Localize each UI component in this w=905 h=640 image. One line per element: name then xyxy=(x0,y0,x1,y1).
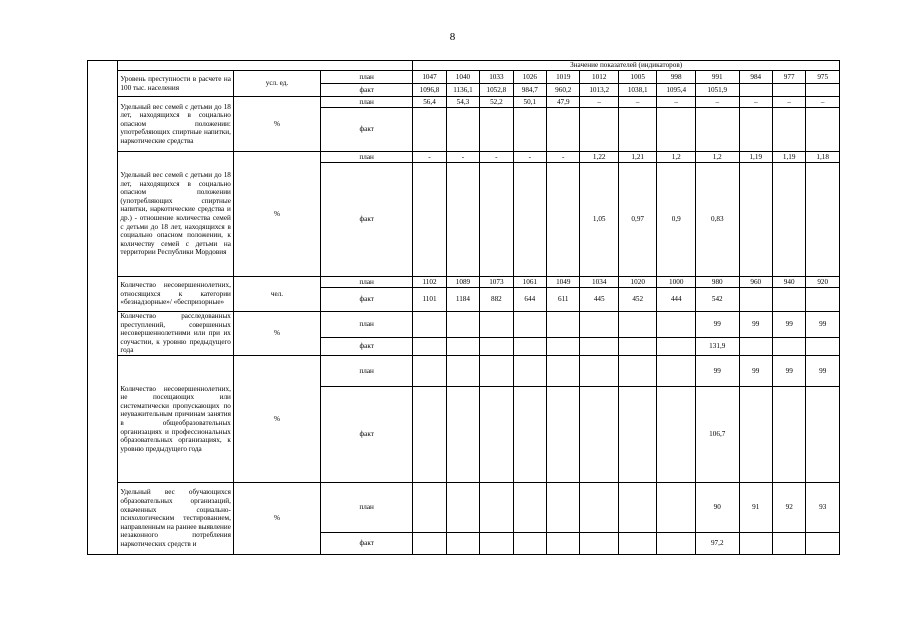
value-cell: 991 xyxy=(695,71,739,84)
value-cell xyxy=(580,108,619,152)
value-cell: 1102 xyxy=(413,277,446,288)
value-cell: 977 xyxy=(772,71,805,84)
value-cell: 54,3 xyxy=(446,97,479,108)
value-cell: 106,7 xyxy=(695,386,739,482)
value-cell: 1026 xyxy=(513,71,546,84)
table-header-row xyxy=(88,61,840,71)
value-cell: 940 xyxy=(772,277,805,288)
indicator-name: Количество несовершеннолетних, не посещающих или систематически пропускающих по неуважительным причинам занятия в общеобразовательных организациях и профессиональных образовательных организациях, к уровню предыдущего года xyxy=(118,355,234,482)
value-cell xyxy=(513,163,546,277)
value-cell xyxy=(480,482,513,532)
value-cell xyxy=(480,338,513,356)
plan-fact-label: план xyxy=(321,71,413,84)
value-cell xyxy=(772,84,805,97)
value-cell: 47,9 xyxy=(547,97,580,108)
value-cell xyxy=(772,288,805,312)
value-cell: 1,18 xyxy=(806,152,840,163)
unit-cell: % xyxy=(233,355,320,482)
indicators-table xyxy=(87,60,840,555)
plan-fact-label: факт xyxy=(321,288,413,312)
value-cell xyxy=(580,355,619,386)
value-cell: 1049 xyxy=(547,277,580,288)
value-cell: 50,1 xyxy=(513,97,546,108)
value-cell xyxy=(446,163,479,277)
value-cell xyxy=(547,108,580,152)
value-cell xyxy=(480,532,513,554)
value-cell: 644 xyxy=(513,288,546,312)
value-cell xyxy=(580,386,619,482)
value-cell: 97,2 xyxy=(695,532,739,554)
value-cell: 52,2 xyxy=(480,97,513,108)
value-cell xyxy=(806,288,840,312)
value-cell xyxy=(657,532,696,554)
value-cell xyxy=(657,312,696,338)
value-cell xyxy=(446,532,479,554)
value-cell xyxy=(618,108,657,152)
plan-fact-label: план xyxy=(321,97,413,108)
plan-fact-label: факт xyxy=(321,84,413,97)
plan-fact-label: факт xyxy=(321,386,413,482)
value-cell: - xyxy=(513,152,546,163)
value-cell: 445 xyxy=(580,288,619,312)
value-cell xyxy=(580,338,619,356)
value-cell: 1,19 xyxy=(772,152,805,163)
unit-cell: чел. xyxy=(233,277,320,312)
value-cell xyxy=(657,108,696,152)
table-row xyxy=(88,277,840,288)
value-cell: 1061 xyxy=(513,277,546,288)
value-cell: 1047 xyxy=(413,71,446,84)
value-cell: 1096,8 xyxy=(413,84,446,97)
value-cell: 1089 xyxy=(446,277,479,288)
indicator-name: Уровень преступности в расчете на 100 тыс. населения xyxy=(118,71,234,97)
value-cell xyxy=(446,108,479,152)
table-row xyxy=(88,71,840,84)
value-cell xyxy=(618,482,657,532)
value-cell xyxy=(618,355,657,386)
value-cell: 1019 xyxy=(547,71,580,84)
value-cell: 56,4 xyxy=(413,97,446,108)
indicator-name: Удельный вес обучающихся образовательных организаций, охваченных социально-психологическим тестированием, направленным на раннее выявление незаконного потребления наркотических средств и xyxy=(118,482,234,554)
unit-cell: % xyxy=(233,152,320,277)
value-cell: 1013,2 xyxy=(580,84,619,97)
value-cell xyxy=(513,532,546,554)
value-cell xyxy=(480,108,513,152)
value-cell: 611 xyxy=(547,288,580,312)
value-cell: 1095,4 xyxy=(657,84,696,97)
unit-cell: % xyxy=(233,482,320,554)
value-cell: – xyxy=(695,97,739,108)
value-cell: 1101 xyxy=(413,288,446,312)
value-cell: 99 xyxy=(806,355,840,386)
plan-fact-label: факт xyxy=(321,338,413,356)
value-cell xyxy=(513,108,546,152)
blank-cell xyxy=(88,61,118,555)
table-row xyxy=(88,482,840,532)
value-cell xyxy=(413,386,446,482)
value-cell: 0,9 xyxy=(657,163,696,277)
value-cell: - xyxy=(480,152,513,163)
value-cell: 1052,8 xyxy=(480,84,513,97)
value-cell: 90 xyxy=(695,482,739,532)
value-cell xyxy=(772,108,805,152)
value-cell xyxy=(580,532,619,554)
value-cell: 1040 xyxy=(446,71,479,84)
value-cell xyxy=(480,163,513,277)
value-cell: – xyxy=(618,97,657,108)
value-cell: – xyxy=(739,97,772,108)
value-cell: - xyxy=(446,152,479,163)
value-cell: – xyxy=(772,97,805,108)
value-cell: 99 xyxy=(695,312,739,338)
value-cell xyxy=(772,386,805,482)
unit-cell: усл. ед. xyxy=(233,71,320,97)
value-cell xyxy=(413,532,446,554)
value-cell xyxy=(739,532,772,554)
indicator-name: Удельный вес семей с детьми до 18 лет, находящихся в социально опасном положении (употребляющих спиртные напитки, наркотические средства и др.) - отношение количества семей с детьми до 18 лет, находящихся в социально опасном положении, к количеству семей с детьми на территории Республики Мордовия xyxy=(118,152,234,277)
value-cell xyxy=(446,312,479,338)
value-cell: 1073 xyxy=(480,277,513,288)
value-cell: – xyxy=(580,97,619,108)
value-cell: - xyxy=(547,152,580,163)
value-cell xyxy=(657,386,696,482)
value-cell: 99 xyxy=(739,355,772,386)
value-cell xyxy=(806,163,840,277)
value-cell: 0,83 xyxy=(695,163,739,277)
value-cell xyxy=(513,312,546,338)
value-cell xyxy=(618,532,657,554)
plan-fact-label: план xyxy=(321,355,413,386)
table-row xyxy=(88,152,840,163)
value-cell: 1,22 xyxy=(580,152,619,163)
value-cell xyxy=(413,482,446,532)
value-cell: 984,7 xyxy=(513,84,546,97)
value-cell: 99 xyxy=(772,355,805,386)
value-cell xyxy=(772,338,805,356)
value-cell xyxy=(413,355,446,386)
value-cell: - xyxy=(413,152,446,163)
value-cell: 882 xyxy=(480,288,513,312)
plan-fact-label: факт xyxy=(321,532,413,554)
header-empty-cell xyxy=(118,61,413,71)
value-cell xyxy=(413,163,446,277)
value-cell: 542 xyxy=(695,288,739,312)
value-cell: 1,05 xyxy=(580,163,619,277)
value-cell xyxy=(739,288,772,312)
plan-fact-label: факт xyxy=(321,108,413,152)
plan-fact-label: план xyxy=(321,312,413,338)
indicator-name: Удельный вес семей с детьми до 18 лет, находящихся в социально опасном положении: употребляющих спиртные напитки, наркотические средства xyxy=(118,97,234,152)
value-cell xyxy=(513,338,546,356)
value-cell: 1012 xyxy=(580,71,619,84)
unit-cell: % xyxy=(233,312,320,356)
value-cell: 1020 xyxy=(618,277,657,288)
value-cell xyxy=(806,338,840,356)
value-cell: 1000 xyxy=(657,277,696,288)
value-cell xyxy=(806,532,840,554)
value-cell xyxy=(446,386,479,482)
value-cell: 1005 xyxy=(618,71,657,84)
value-cell: 980 xyxy=(695,277,739,288)
value-cell xyxy=(739,386,772,482)
value-cell: 444 xyxy=(657,288,696,312)
table-row xyxy=(88,312,840,338)
plan-fact-label: факт xyxy=(321,163,413,277)
value-cell xyxy=(413,312,446,338)
value-cell: 93 xyxy=(806,482,840,532)
value-cell xyxy=(547,355,580,386)
value-cell: 0,97 xyxy=(618,163,657,277)
value-cell xyxy=(580,312,619,338)
value-cell: 960 xyxy=(739,277,772,288)
value-cell: 1,2 xyxy=(657,152,696,163)
value-cell xyxy=(618,312,657,338)
value-cell xyxy=(480,386,513,482)
table-row xyxy=(88,355,840,386)
plan-fact-label: план xyxy=(321,482,413,532)
value-cell xyxy=(739,108,772,152)
plan-fact-label: план xyxy=(321,277,413,288)
value-cell xyxy=(739,84,772,97)
value-cell xyxy=(513,355,546,386)
value-cell xyxy=(547,386,580,482)
value-cell: 1038,1 xyxy=(618,84,657,97)
value-cell: 1051,9 xyxy=(695,84,739,97)
value-cell xyxy=(480,355,513,386)
value-cell: 99 xyxy=(695,355,739,386)
page-number: 8 xyxy=(449,31,456,43)
value-cell: 920 xyxy=(806,277,840,288)
value-cell xyxy=(657,338,696,356)
value-cell: 984 xyxy=(739,71,772,84)
value-cell: 998 xyxy=(657,71,696,84)
plan-fact-label: план xyxy=(321,152,413,163)
value-cell xyxy=(806,84,840,97)
indicator-name: Количество несовершеннолетних, относящихся к категории «безнадзорные»/ «беспризорные» xyxy=(118,277,234,312)
value-cell: 1,19 xyxy=(739,152,772,163)
value-cell xyxy=(806,108,840,152)
value-cell xyxy=(513,386,546,482)
value-cell xyxy=(772,532,805,554)
value-cell xyxy=(480,312,513,338)
value-cell: 1034 xyxy=(580,277,619,288)
value-cell xyxy=(580,482,619,532)
value-cell: 91 xyxy=(739,482,772,532)
value-cell xyxy=(657,482,696,532)
value-cell xyxy=(547,312,580,338)
value-cell: 1033 xyxy=(480,71,513,84)
value-cell xyxy=(547,338,580,356)
value-cell xyxy=(446,338,479,356)
indicator-name: Количество расследованных преступлений, совершенных несовершеннолетними или при их соучастии, к уровню предыдущего года xyxy=(118,312,234,356)
value-cell: 99 xyxy=(739,312,772,338)
value-cell xyxy=(413,108,446,152)
value-cell: 99 xyxy=(806,312,840,338)
value-cell: 1136,1 xyxy=(446,84,479,97)
value-cell: 960,2 xyxy=(547,84,580,97)
value-cell xyxy=(547,482,580,532)
value-cell xyxy=(547,532,580,554)
value-cell xyxy=(695,108,739,152)
value-cell xyxy=(513,482,546,532)
value-cell xyxy=(413,338,446,356)
value-cell: 1,21 xyxy=(618,152,657,163)
table-row xyxy=(88,97,840,108)
value-cell xyxy=(446,355,479,386)
value-cell: 92 xyxy=(772,482,805,532)
value-cell xyxy=(618,386,657,482)
value-cell xyxy=(739,163,772,277)
value-cell: 1184 xyxy=(446,288,479,312)
value-cell: 131,9 xyxy=(695,338,739,356)
value-cell: – xyxy=(657,97,696,108)
value-cell: – xyxy=(806,97,840,108)
value-cell xyxy=(739,338,772,356)
unit-cell: % xyxy=(233,97,320,152)
value-cell xyxy=(446,482,479,532)
value-cell xyxy=(618,338,657,356)
value-cell: 452 xyxy=(618,288,657,312)
value-cell: 99 xyxy=(772,312,805,338)
value-cell xyxy=(657,355,696,386)
value-cell: 1,2 xyxy=(695,152,739,163)
value-cell xyxy=(806,386,840,482)
value-cell xyxy=(547,163,580,277)
value-cell xyxy=(772,163,805,277)
value-cell: 975 xyxy=(806,71,840,84)
values-header: Значение показателей (индикаторов) xyxy=(413,61,840,71)
